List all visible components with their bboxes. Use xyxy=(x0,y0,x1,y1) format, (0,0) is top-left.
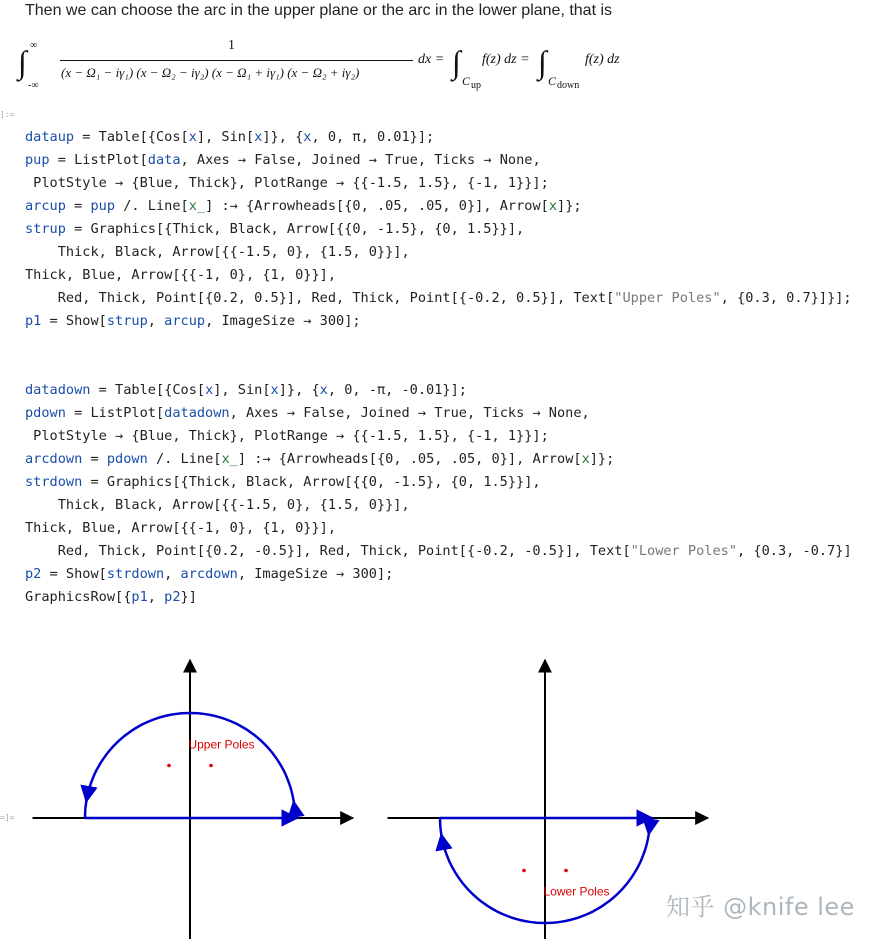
code-line[interactable] xyxy=(25,379,852,402)
code-token: = Table[{Cos[ xyxy=(90,382,206,398)
code-token: arcup xyxy=(25,198,66,214)
code-line[interactable] xyxy=(25,172,852,195)
code-token: PlotStyle → {Blue, Thick}, PlotRange → {{-1.5, 1.5}, {-1, 1}}]; xyxy=(25,175,549,191)
pole-point xyxy=(209,764,213,768)
code-input-cell[interactable] xyxy=(25,126,852,609)
code-line[interactable] xyxy=(25,471,852,494)
integral-sign-up: ∫ xyxy=(452,44,461,80)
code-token: , {0.3, 0.7}]}]; xyxy=(720,290,852,306)
code-line[interactable] xyxy=(25,241,852,264)
code-token: arcdown xyxy=(25,451,83,467)
integral-lower-limit: -∞ xyxy=(28,80,39,91)
code-token: strdown xyxy=(106,566,165,582)
code-token: pdown xyxy=(25,405,66,421)
code-token: , Axes → False, Joined → True, Ticks → None, xyxy=(180,152,541,168)
arc-arrowhead xyxy=(441,834,442,837)
fz-dz-down: f(z) dz xyxy=(585,52,620,67)
code-token: p2 xyxy=(25,566,42,582)
code-line[interactable] xyxy=(25,517,852,540)
code-token: ]}; xyxy=(589,451,615,467)
code-line[interactable] xyxy=(25,494,852,517)
code-token: , Axes → False, Joined → True, Ticks → None, xyxy=(229,405,590,421)
code-line[interactable] xyxy=(25,563,852,586)
code-token: Thick, Blue, Arrow[{{-1, 0}, {1, 0}}], xyxy=(25,267,336,283)
code-token: , 0, π, 0.01}]; xyxy=(311,129,435,145)
code-token: x xyxy=(319,382,328,398)
code-token: = ListPlot[ xyxy=(49,152,148,168)
output-cell-label: =]= xyxy=(0,813,15,822)
code-line[interactable] xyxy=(25,126,852,149)
code-token: = ListPlot[ xyxy=(65,405,165,421)
code-token: x_ xyxy=(221,451,238,467)
code-line[interactable] xyxy=(25,586,852,609)
code-token: dataup xyxy=(25,129,75,145)
dx-equals: dx = xyxy=(418,52,445,67)
fraction-bar xyxy=(60,60,413,61)
pole-point xyxy=(522,869,526,873)
code-line[interactable] xyxy=(25,448,852,471)
code-token: Thick, Black, Arrow[{{-1.5, 0}, {1.5, 0}}], xyxy=(25,244,410,260)
code-token: pdown xyxy=(106,451,148,467)
code-token: x xyxy=(548,198,558,214)
watermark: 知乎 @knife lee xyxy=(666,893,855,921)
code-token: x xyxy=(188,129,197,145)
code-token: p1 xyxy=(131,589,148,605)
code-token: arcup xyxy=(164,313,206,329)
code-token: "Lower Poles" xyxy=(630,543,738,559)
poles-label: Upper Poles xyxy=(188,737,255,752)
code-token: Red, Thick, Point[{0.2, 0.5}], Red, Thick, Point[{-0.2, 0.5}], Text[ xyxy=(25,290,615,306)
contour-down-c: C xyxy=(548,74,557,88)
code-token: = Show[ xyxy=(41,566,107,582)
code-token: datadown xyxy=(25,382,91,398)
contour-up-c: C xyxy=(462,74,471,88)
code-token: ]}; xyxy=(557,198,582,214)
code-token: ] :→ {Arrowheads[{0, .05, .05, 0}], Arrow[ xyxy=(237,451,582,467)
code-token: x_ xyxy=(188,198,206,214)
integral-formula xyxy=(18,36,658,94)
lower-poles-plot xyxy=(380,650,710,939)
code-token: x xyxy=(270,382,279,398)
integral-sign: ∫ xyxy=(18,44,27,80)
code-token: x xyxy=(303,129,312,145)
code-token: GraphicsRow[{ xyxy=(25,589,132,605)
code-token: = Graphics[{Thick, Black, Arrow[{{0, -1.5}, {0, 1.5}}], xyxy=(65,221,525,237)
pole-point xyxy=(167,764,171,768)
code-token: datadown xyxy=(164,405,230,421)
code-token: arcdown xyxy=(180,566,238,582)
code-token: "Upper Poles" xyxy=(614,290,721,306)
code-line[interactable] xyxy=(25,356,852,379)
integral-upper-limit: ∞ xyxy=(30,40,38,51)
code-token: p1 xyxy=(25,313,42,329)
code-token: Thick, Black, Arrow[{{-1.5, 0}, {1.5, 0}}], xyxy=(25,497,410,513)
code-token: data xyxy=(147,152,181,168)
poles-label: Lower Poles xyxy=(543,884,610,899)
code-token: , {0.3, -0.7}] xyxy=(737,543,852,559)
code-line[interactable] xyxy=(25,287,852,310)
fz-dz-up: f(z) dz = xyxy=(482,52,530,67)
contour-down-sub: down xyxy=(557,80,580,91)
code-line[interactable] xyxy=(25,310,852,333)
code-line[interactable] xyxy=(25,425,852,448)
integral-sign-down: ∫ xyxy=(538,44,547,80)
code-token: , ImageSize → 300]; xyxy=(237,566,394,582)
contour-up-sub: up xyxy=(471,80,481,91)
code-token: , xyxy=(147,589,165,605)
code-line[interactable] xyxy=(25,264,852,287)
code-token: = xyxy=(82,451,107,467)
input-cell-label: ]:= xyxy=(0,110,15,119)
fraction-numerator: 1 xyxy=(228,38,235,53)
code-line[interactable] xyxy=(25,540,852,563)
code-token: , xyxy=(147,313,165,329)
fraction-denominator: (x − Ω₁ − iγ₁) (x − Ω₂ − iγ₂) (x − Ω₁ + iγ₁) (x − Ω₂ + iγ₂) xyxy=(61,65,360,80)
code-token: Thick, Blue, Arrow[{{-1, 0}, {1, 0}}], xyxy=(25,520,336,536)
code-token: ], Sin[ xyxy=(213,382,271,398)
code-line[interactable] xyxy=(25,218,852,241)
pole-point xyxy=(564,869,568,873)
code-token: pup xyxy=(90,198,116,214)
arc-arrowhead xyxy=(86,798,87,801)
code-token: x xyxy=(205,382,214,398)
code-token: PlotStyle → {Blue, Thick}, PlotRange → {{-1.5, 1.5}, {-1, 1}}]; xyxy=(25,428,549,444)
text-cell: Then we can choose the arc in the upper plane or the arc in the lower plane, that is xyxy=(25,2,613,19)
code-token: x xyxy=(581,451,590,467)
code-token: = Show[ xyxy=(41,313,107,329)
code-token: ]}, { xyxy=(278,382,320,398)
code-token: /. Line[ xyxy=(115,198,189,214)
code-token: ]}, { xyxy=(262,129,304,145)
code-token: }] xyxy=(180,589,197,605)
code-token: ], Sin[ xyxy=(196,129,255,145)
code-token: strdown xyxy=(25,474,83,490)
code-line[interactable] xyxy=(25,333,852,356)
code-line[interactable] xyxy=(25,402,852,425)
code-token: pup xyxy=(25,152,50,168)
upper-poles-plot xyxy=(25,650,355,939)
code-token: , ImageSize → 300]; xyxy=(205,313,361,329)
code-token: = xyxy=(65,198,91,214)
code-token: , xyxy=(164,566,181,582)
code-token: Red, Thick, Point[{0.2, -0.5}], Red, Thick, Point[{-0.2, -0.5}], Text[ xyxy=(25,543,631,559)
code-token: p2 xyxy=(164,589,181,605)
code-token: x xyxy=(254,129,263,145)
code-line[interactable] xyxy=(25,195,852,218)
code-token: ] :→ {Arrowheads[{0, .05, .05, 0}], Arrow[ xyxy=(205,198,549,214)
code-token: strup xyxy=(25,221,66,237)
code-line[interactable] xyxy=(25,149,852,172)
code-token: /. Line[ xyxy=(147,451,222,467)
code-token: = Table[{Cos[ xyxy=(74,129,189,145)
code-token: = Graphics[{Thick, Black, Arrow[{{0, -1.5}, {0, 1.5}}], xyxy=(82,474,541,490)
code-token: , 0, -π, -0.01}]; xyxy=(327,382,467,398)
code-token: strup xyxy=(106,313,148,329)
